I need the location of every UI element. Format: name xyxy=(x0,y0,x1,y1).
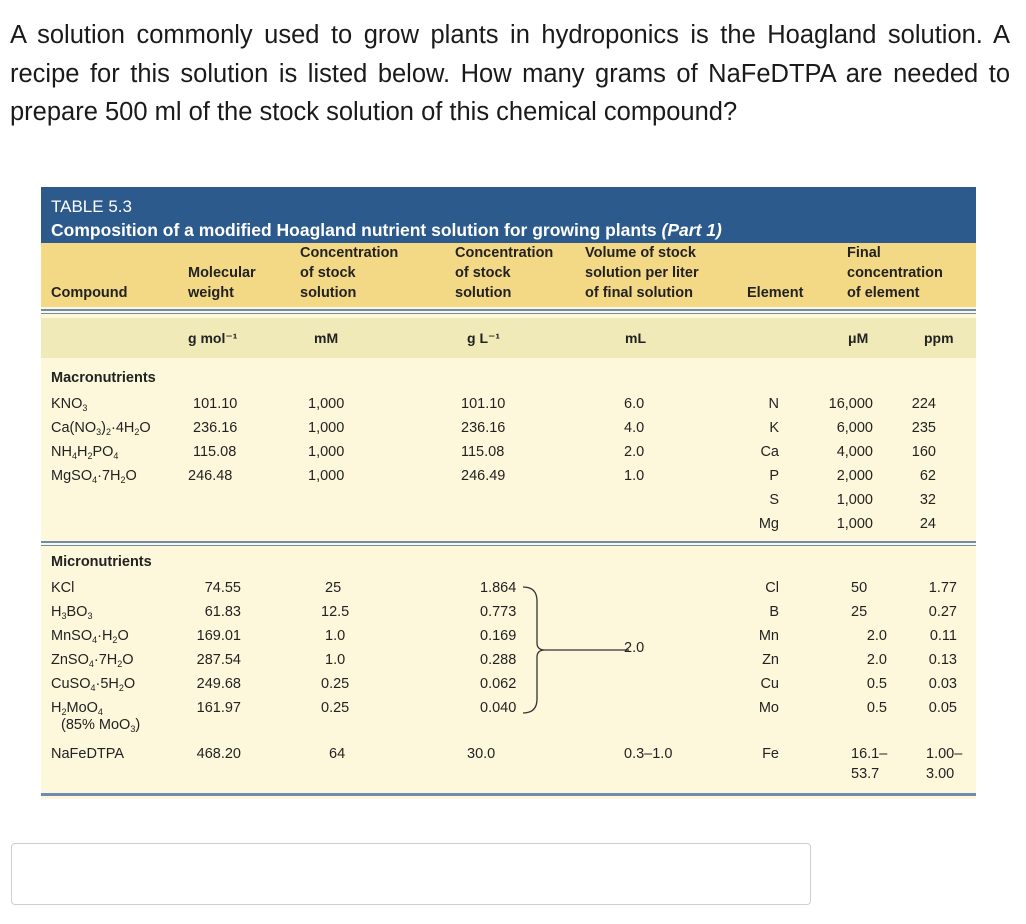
ppm-cell: 62 xyxy=(919,468,936,484)
mm-cell: 1,000 xyxy=(308,468,345,484)
ppm-cell: 24 xyxy=(919,516,936,532)
column-header-band xyxy=(41,243,976,307)
um-cell: 0.5 xyxy=(866,700,887,716)
table-title-text: Composition of a modified Hoagland nutrient solution for growing plants xyxy=(51,220,657,240)
ppm-cell: 160 xyxy=(911,444,936,460)
um-cell: 4,000 xyxy=(836,444,873,460)
mm-cell: 12.5 xyxy=(321,604,350,620)
gl-cell: 101.10 xyxy=(461,396,506,412)
gl-cell: 236.16 xyxy=(461,420,506,436)
unit-gl: g L⁻¹ xyxy=(467,330,501,346)
unit-ml: mL xyxy=(625,330,646,346)
header-molecular-weight: Molecular weight xyxy=(188,265,256,301)
compound-kno3: $KNO_3$ xyxy=(51,396,88,413)
section-macronutrients: Macronutrients xyxy=(51,370,156,386)
unit-mw: g mol⁻¹ xyxy=(188,330,238,346)
um-cell: 2.0 xyxy=(866,628,887,644)
ppm-cell: 0.11 xyxy=(929,628,957,644)
answer-input[interactable] xyxy=(11,843,811,905)
ppm-cell: 1.00– xyxy=(926,746,963,762)
compound-nafedtpa: NaFeDTPA xyxy=(51,746,125,762)
ppm-cell: 235 xyxy=(911,420,936,436)
gl-cell: 30.0 xyxy=(467,746,496,762)
element-cell: K xyxy=(769,420,779,436)
element-cell: S xyxy=(769,492,779,508)
mm-cell: 0.25 xyxy=(321,700,350,716)
compound-kcl: KCl xyxy=(51,580,75,596)
mw-cell: 101.10 xyxy=(193,396,238,412)
compound-calcium-nitrate: $Ca(NO_3)_2\cdot 4H_2O$ xyxy=(51,420,151,437)
mm-cell: 25 xyxy=(325,580,342,596)
um-cell: 53.7 xyxy=(851,766,880,782)
molybdic-acid-note: (85% MoO$_3$) xyxy=(61,717,141,734)
unit-um: μM xyxy=(848,330,869,346)
element-cell: Ca xyxy=(760,444,779,460)
header-compound: Compound xyxy=(51,285,128,301)
mw-cell: 287.54 xyxy=(196,652,241,668)
um-cell: 1,000 xyxy=(836,492,873,508)
units-row xyxy=(41,318,976,358)
mw-cell: 161.97 xyxy=(196,700,241,716)
mm-cell: 1,000 xyxy=(308,420,345,436)
element-cell: Mn xyxy=(758,628,779,644)
table-title-band xyxy=(41,187,976,243)
mw-cell: 169.01 xyxy=(196,628,241,644)
mm-cell: 0.25 xyxy=(321,676,350,692)
element-cell: B xyxy=(769,604,779,620)
ml-cell: 0.3–1.0 xyxy=(624,746,673,762)
element-cell: Zn xyxy=(762,652,779,668)
compound-boric-acid: $H_3BO_3$ xyxy=(51,604,93,621)
ml-cell: 4.0 xyxy=(624,420,645,436)
header-final-concentration: Final concentration of element xyxy=(847,245,943,301)
um-cell: 1,000 xyxy=(836,516,873,532)
mm-cell: 1.0 xyxy=(325,652,346,668)
gl-cell: 0.040 xyxy=(480,700,517,716)
header-concentration-mm: Concentration of stock solution xyxy=(300,245,399,301)
mw-cell: 468.20 xyxy=(196,746,241,762)
gl-cell: 0.169 xyxy=(480,628,517,644)
compound-molybdic-acid: $H_2MoO_4$ xyxy=(51,700,103,717)
um-cell: 6,000 xyxy=(836,420,873,436)
compound-manganese-sulfate: $MnSO_4\cdot H_2O$ xyxy=(51,628,129,645)
ppm-cell: 0.03 xyxy=(928,676,957,692)
um-cell: 2,000 xyxy=(836,468,873,484)
um-cell: 50 xyxy=(851,580,868,596)
element-cell: Cl xyxy=(765,580,779,596)
micro-shared-volume: 2.0 xyxy=(624,640,645,656)
gl-cell: 0.062 xyxy=(480,676,517,692)
ppm-cell: 0.13 xyxy=(928,652,957,668)
gl-cell: 246.49 xyxy=(461,468,506,484)
ml-cell: 6.0 xyxy=(624,396,645,412)
um-cell: 2.0 xyxy=(866,652,887,668)
header-element: Element xyxy=(747,285,804,301)
table-bottom-rule xyxy=(41,793,976,796)
compound-magnesium-sulfate: $MgSO_4\cdot 7H_2O$ xyxy=(51,468,137,485)
gl-cell: 1.864 xyxy=(480,580,517,596)
question-text: A solution commonly used to grow plants in hydroponics is the Hoagland solution. A recipe for this solution is listed below. How many grams of NaFeDTPA are needed to prepare 500 ml of the stock solution of this chemical compound? xyxy=(10,21,1010,126)
ml-cell: 2.0 xyxy=(624,444,645,460)
header-concentration-gl: Concentration of stock solution xyxy=(455,245,554,301)
compound-copper-sulfate: $CuSO_4\cdot 5H_2O$ xyxy=(51,676,136,693)
header-rule-thin xyxy=(41,313,976,314)
compound-zinc-sulfate: $ZnSO_4\cdot 7H_2O$ xyxy=(51,652,134,669)
um-cell: 16.1– xyxy=(851,746,888,762)
um-cell: 0.5 xyxy=(866,676,887,692)
um-cell: 25 xyxy=(851,604,868,620)
ppm-cell: 1.77 xyxy=(928,580,957,596)
mw-cell: 115.08 xyxy=(193,444,237,460)
element-cell: P xyxy=(769,468,779,484)
ppm-cell: 3.00 xyxy=(926,766,955,782)
element-cell: Fe xyxy=(762,746,779,762)
header-volume: Volume of stock solution per liter of final solution xyxy=(585,245,699,301)
mw-cell: 236.16 xyxy=(193,420,238,436)
table-label: TABLE 5.3 xyxy=(51,197,132,216)
unit-ppm: ppm xyxy=(924,330,954,346)
section-rule-thin xyxy=(41,545,976,546)
mm-cell: 64 xyxy=(329,746,346,762)
mm-cell: 1,000 xyxy=(308,396,345,412)
gl-cell: 0.773 xyxy=(480,604,517,620)
element-cell: Mg xyxy=(758,516,779,532)
hoagland-table xyxy=(41,187,976,799)
element-cell: Mo xyxy=(758,700,779,716)
ml-cell: 1.0 xyxy=(624,468,645,484)
mw-cell: 246.48 xyxy=(188,468,233,484)
unit-mm: mM xyxy=(314,330,339,346)
mm-cell: 1.0 xyxy=(325,628,346,644)
mw-cell: 249.68 xyxy=(196,676,241,692)
gl-cell: 115.08 xyxy=(461,444,505,460)
ppm-cell: 0.05 xyxy=(928,700,957,716)
section-micronutrients: Micronutrients xyxy=(51,554,152,570)
header-rule xyxy=(41,309,976,311)
compound-ammonium-phosphate: $NH_4H_2PO_4$ xyxy=(51,444,119,461)
table-part: (Part 1) xyxy=(661,220,722,240)
element-cell: N xyxy=(768,396,779,412)
ppm-cell: 0.27 xyxy=(928,604,957,620)
table-title xyxy=(51,220,722,241)
mm-cell: 1,000 xyxy=(308,444,345,460)
section-rule xyxy=(41,541,976,543)
um-cell: 16,000 xyxy=(828,396,873,412)
gl-cell: 0.288 xyxy=(480,652,517,668)
mw-cell: 74.55 xyxy=(204,580,241,596)
mw-cell: 61.83 xyxy=(204,604,241,620)
element-cell: Cu xyxy=(760,676,779,692)
ppm-cell: 224 xyxy=(911,396,936,412)
ppm-cell: 32 xyxy=(919,492,936,508)
